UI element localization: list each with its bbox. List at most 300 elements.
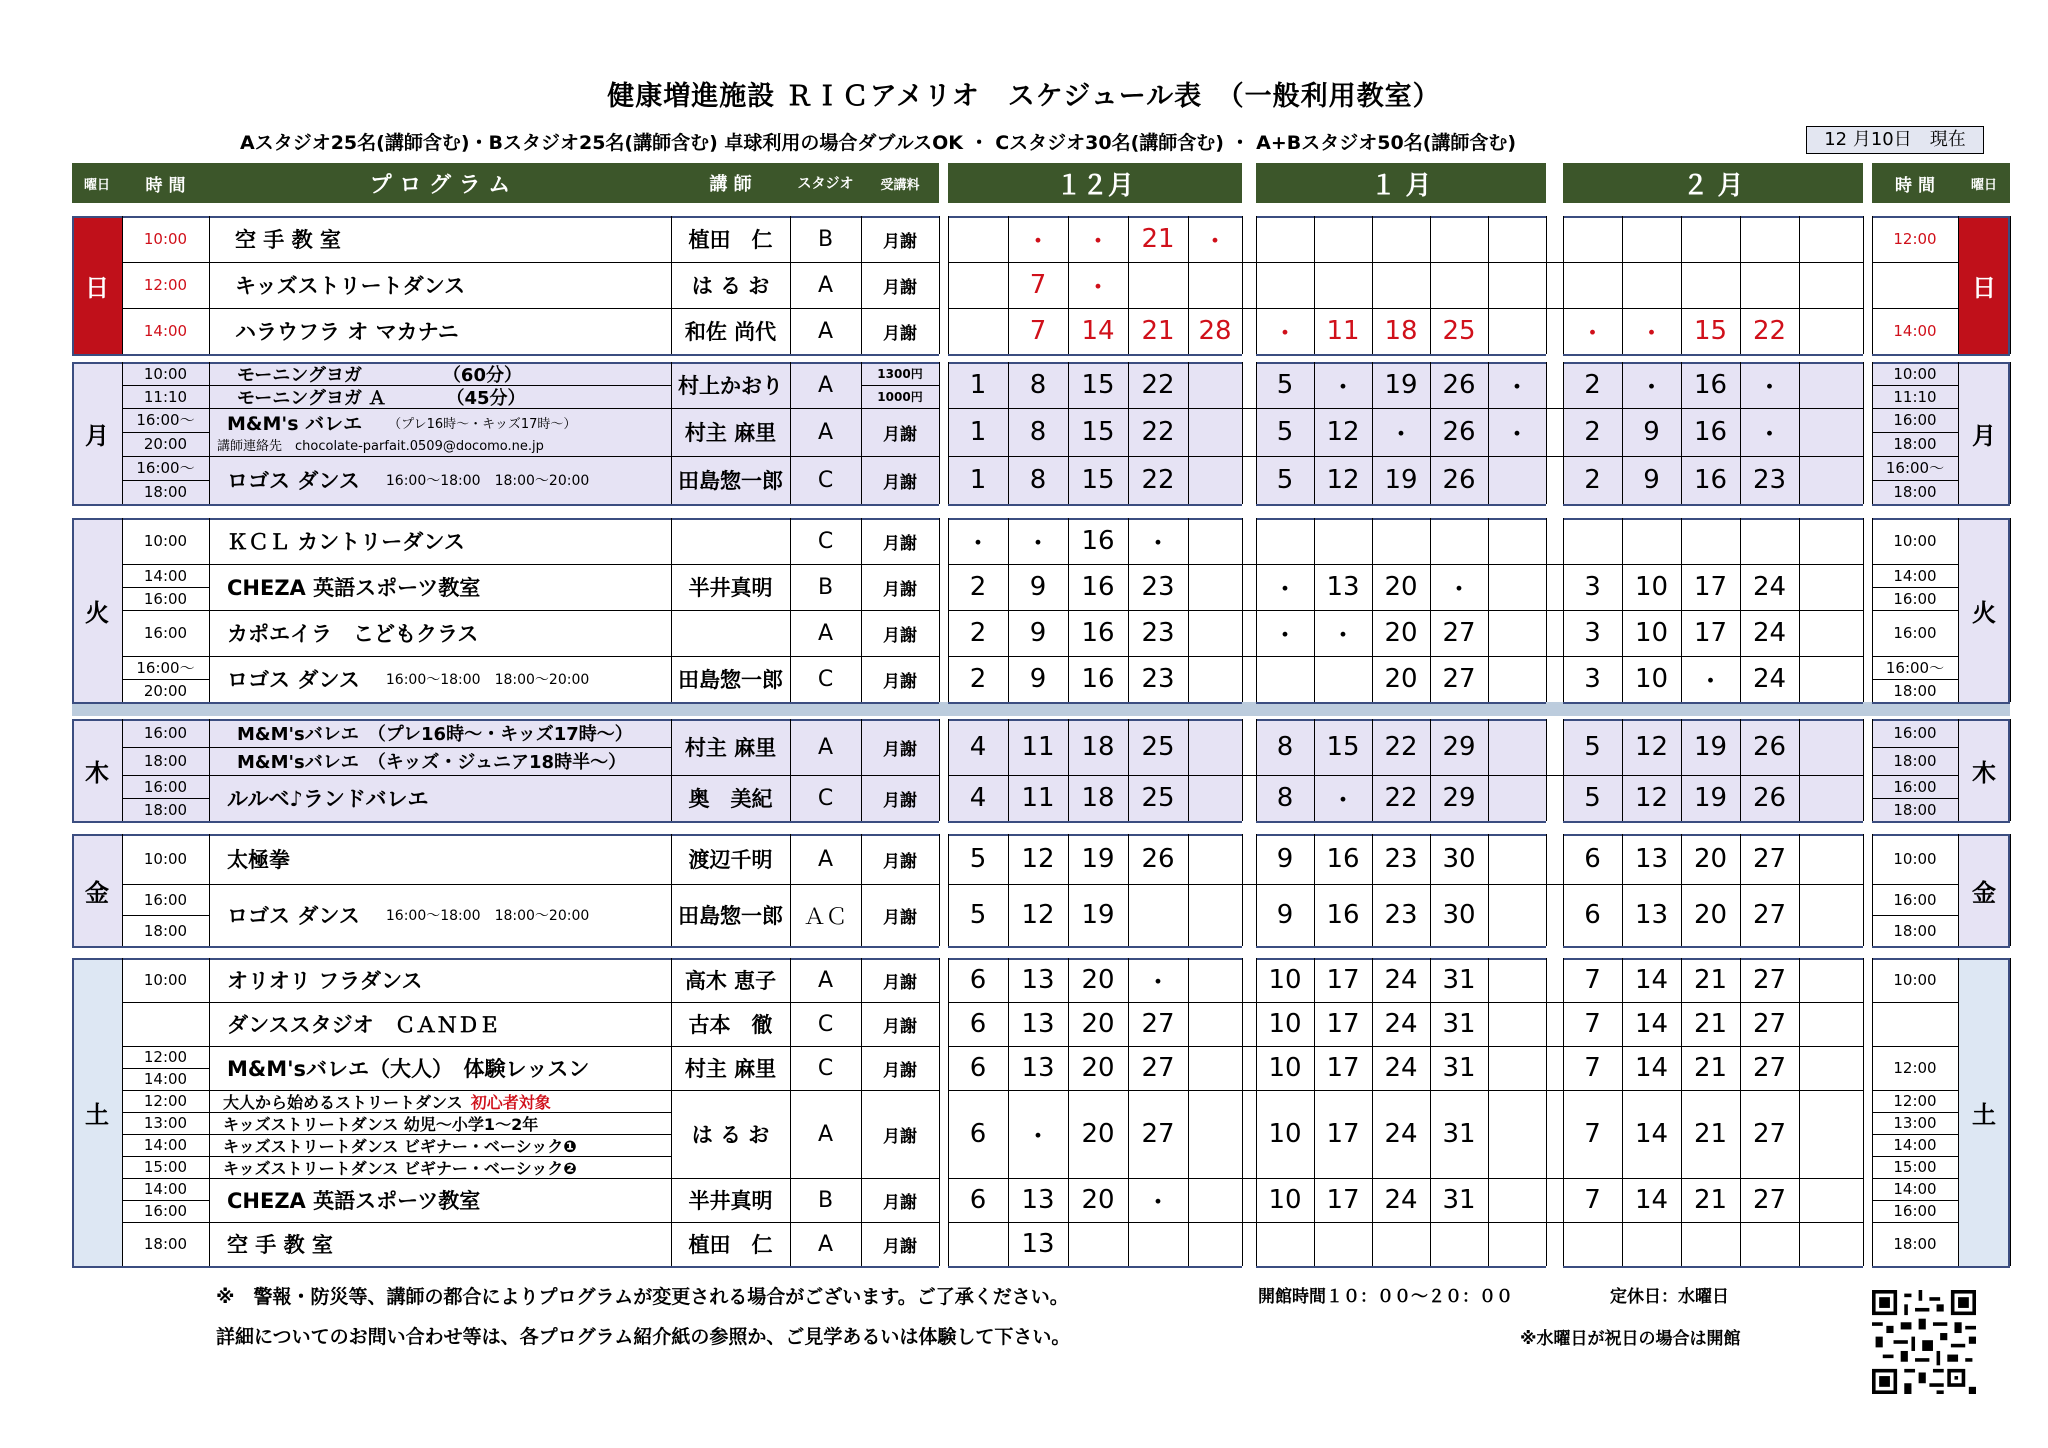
date-cell — [1563, 1222, 1622, 1266]
date-cell — [1799, 834, 1863, 884]
grid-line — [1256, 504, 1546, 506]
date-cell: 31 — [1442, 1009, 1476, 1039]
date-cell — [1128, 262, 1188, 308]
time-cell-right-a: 16:00 — [1893, 890, 1937, 909]
date-cell: 23 — [1141, 618, 1175, 648]
date-cell — [1488, 958, 1546, 1002]
program-name-b: モーニングヨガ Ａ （45分） — [237, 387, 526, 408]
date-cell: 27 — [1752, 844, 1787, 874]
date-cell: 16 — [1693, 465, 1728, 495]
studio-name: A — [817, 272, 834, 298]
instructor-contact: 講師連絡先 chocolate-parfait.0509@docomo.ne.jp — [217, 438, 544, 454]
separator-band — [72, 702, 2010, 716]
date-cell: ・ — [1024, 1121, 1051, 1152]
date-cell: 11 — [1021, 732, 1055, 762]
time-cell-b: 16:00 — [143, 1202, 188, 1220]
date-cell: 27 — [1141, 1053, 1175, 1083]
grid-line — [1872, 915, 1958, 916]
time-cell-right — [1872, 262, 1958, 308]
time-cell-right: 12:00 — [1893, 230, 1937, 248]
date-cell: 3 — [1584, 664, 1601, 694]
grid-line — [2008, 518, 2010, 702]
date-cell: 12 — [1634, 732, 1669, 762]
time-cell-right-a: 16:00 — [1893, 724, 1937, 742]
date-cell: 9 — [1029, 664, 1047, 694]
grid-line — [1863, 719, 1864, 821]
date-cell — [948, 216, 1008, 262]
studio-capacity-note: Aスタジオ25名(講師含む)・Bスタジオ25名(講師含む) 卓球利用の場合ダブルスOK ・ Cスタジオ30名(講師含む) ・ A+Bスタジオ50名(講師含む) — [240, 132, 1517, 154]
grid-line — [939, 958, 940, 1266]
date-cell — [1799, 719, 1863, 775]
date-cell: 22 — [1752, 316, 1787, 346]
header-month-feb: ２ 月 — [1563, 163, 1863, 203]
date-cell: ・ — [1503, 372, 1530, 403]
time-cell-right-b: 18:00 — [1893, 483, 1937, 501]
program-name: 太極拳 — [227, 848, 290, 872]
date-cell: 7 — [1584, 1119, 1601, 1149]
time-cell-right: 10:00 — [1893, 971, 1937, 989]
grid-line — [1872, 480, 1958, 481]
grid-line — [2010, 834, 2011, 946]
date-cell — [1799, 1046, 1863, 1090]
date-cell: 21 — [1693, 965, 1728, 995]
date-cell: 2 — [969, 664, 987, 694]
date-cell: 13 — [1021, 1185, 1055, 1215]
date-cell: 5 — [1276, 417, 1294, 447]
grid-line — [122, 1200, 209, 1201]
program-note: 16:00～18:00 18:00～20:00 — [385, 473, 590, 489]
grid-line — [122, 432, 209, 433]
grid-line — [948, 946, 1242, 948]
program-name: キッズストリートダンス 幼児～小学1～2年 — [223, 1114, 539, 1134]
teacher-name: 和佐 尚代 — [684, 320, 777, 344]
grid-line — [948, 504, 1242, 506]
holiday-note: ※水曜日が祝日の場合は開館 — [1520, 1329, 1741, 1349]
date-cell — [1681, 1222, 1740, 1266]
date-cell — [1372, 216, 1430, 262]
date-cell: 10 — [1634, 618, 1669, 648]
grid-line — [1872, 432, 1958, 433]
grid-line — [1872, 1112, 1958, 1113]
date-cell — [1488, 775, 1546, 821]
date-cell — [1314, 1222, 1372, 1266]
grid-line — [1863, 958, 1864, 1266]
date-cell: 18 — [1081, 783, 1115, 813]
studio-name: C — [817, 1055, 834, 1081]
date-cell — [1488, 1046, 1546, 1090]
grid-line — [209, 747, 671, 748]
time-cell: 15:00 — [143, 1158, 188, 1176]
date-cell: 16 — [1081, 664, 1115, 694]
date-cell: 1 — [969, 417, 987, 447]
date-cell: 15 — [1081, 417, 1115, 447]
date-cell: 21 — [1693, 1119, 1728, 1149]
date-cell: 20 — [1081, 1053, 1115, 1083]
time-cell-right-b: 18:00 — [1893, 435, 1937, 453]
date-cell — [1188, 656, 1242, 702]
fee: 月謝 — [883, 671, 917, 692]
grid-line — [2010, 362, 2011, 504]
date-cell — [1430, 262, 1488, 308]
date-cell: 16 — [1693, 417, 1728, 447]
time-cell-a: 16:00～ — [136, 459, 195, 477]
date-cell: 15 — [1081, 465, 1115, 495]
time-cell-b: 11:10 — [143, 387, 188, 406]
date-cell — [948, 262, 1008, 308]
header-day: 曜日 — [72, 163, 122, 203]
program-name: カポエイラ こどもクラス — [227, 622, 479, 646]
grid-line — [72, 362, 74, 504]
date-cell — [1740, 216, 1799, 262]
program-name: 空 手 教 室 — [235, 228, 341, 252]
date-cell: 6 — [969, 965, 987, 995]
fee: 月謝 — [883, 323, 917, 344]
program-note: （プレ16時～・キッズ17時～） — [388, 416, 577, 432]
date-cell: 16 — [1081, 618, 1115, 648]
date-cell: 9 — [1643, 465, 1660, 495]
date-cell — [1188, 262, 1242, 308]
grid-line — [72, 958, 74, 1266]
studio-name: A — [817, 419, 834, 445]
date-cell: 17 — [1326, 1009, 1360, 1039]
date-cell — [1799, 958, 1863, 1002]
grid-line — [1872, 821, 2010, 823]
date-cell: 6 — [969, 1009, 987, 1039]
teacher-name: は る お — [691, 274, 770, 298]
grid-line — [1958, 719, 1959, 821]
grid-line — [1872, 798, 1958, 799]
date-cell — [1256, 216, 1314, 262]
date-cell: 9 — [1276, 844, 1294, 874]
date-cell — [1622, 262, 1681, 308]
studio-name: A — [817, 1121, 834, 1147]
grid-line — [1256, 354, 1546, 356]
fee: 月謝 — [883, 739, 917, 760]
program-note: 16:00～18:00 18:00～20:00 — [385, 908, 590, 924]
date-cell — [1188, 564, 1242, 610]
fee: 月謝 — [883, 1060, 917, 1081]
date-cell: ・ — [1387, 419, 1414, 450]
date-cell: 22 — [1384, 732, 1418, 762]
fee: 月謝 — [883, 1126, 917, 1147]
date-cell — [1188, 1002, 1242, 1046]
date-cell: ・ — [1329, 372, 1356, 403]
date-cell: 6 — [969, 1053, 987, 1083]
date-cell — [1488, 564, 1546, 610]
date-cell: 8 — [1276, 732, 1294, 762]
program-name: ロゴス ダンス 16:00～18:00 18:00～20:00 — [227, 668, 590, 692]
date-cell — [1799, 656, 1863, 702]
teacher-name — [671, 610, 790, 656]
date-cell: ・ — [1756, 419, 1783, 450]
date-cell — [1799, 456, 1863, 504]
date-cell — [1681, 262, 1740, 308]
time-cell-right: 12:00 — [1893, 1059, 1937, 1077]
date-cell — [1430, 216, 1488, 262]
time-cell-right: 16:00 — [1893, 624, 1937, 642]
date-cell — [1068, 1222, 1128, 1266]
teacher-name: 村主 麻里 — [684, 1057, 777, 1081]
teacher-name: 半井真明 — [688, 576, 773, 600]
date-cell: 27 — [1752, 1185, 1787, 1215]
fee: 月謝 — [883, 231, 917, 252]
date-cell: 14 — [1634, 1053, 1669, 1083]
time-cell: 18:00 — [143, 1235, 188, 1253]
grid-line — [72, 821, 939, 823]
date-cell: 17 — [1326, 1119, 1360, 1149]
date-cell — [1188, 408, 1242, 456]
studio-name: A — [817, 734, 834, 760]
date-cell — [1740, 1222, 1799, 1266]
date-cell: ・ — [1638, 372, 1665, 403]
time-cell: 12:00 — [143, 1092, 188, 1110]
program-name: オリオリ フラダンス — [227, 969, 423, 993]
fee-b: 1000円 — [877, 390, 923, 404]
day-label-left: 土 — [85, 1100, 109, 1129]
grid-line — [1256, 702, 1546, 704]
time-cell-a: 12:00 — [143, 1048, 188, 1066]
day-label-right: 火 — [1972, 598, 1996, 627]
time-cell-right: 10:00 — [1893, 532, 1937, 550]
header-time: 時 間 — [122, 163, 209, 203]
footer-warning: ※ 警報・防災等、講師の都合によりプログラムが変更される場合がございます。ご了承ください。 — [216, 1286, 1069, 1308]
date-cell: ・ — [1144, 1187, 1171, 1218]
grid-line — [1242, 958, 1243, 1266]
date-cell — [1488, 610, 1546, 656]
program-note: 16:00～18:00 18:00～20:00 — [385, 672, 590, 688]
grid-line — [1872, 679, 1958, 680]
date-cell — [1188, 719, 1242, 775]
as-of-date: 12 月10日 現在 — [1806, 126, 1984, 154]
date-cell — [1188, 518, 1242, 564]
date-cell: 11 — [1326, 316, 1360, 346]
time-cell-right-a: 16:00 — [1893, 411, 1937, 429]
date-cell: 12 — [1326, 465, 1360, 495]
opening-hours: 開館時間１０：００～２０：００ — [1258, 1287, 1513, 1307]
program-name: 大人から始めるストリートダンス 初心者対象 — [209, 1090, 671, 1112]
date-cell: 13 — [1021, 1053, 1055, 1083]
time-cell-right-b: 18:00 — [1893, 752, 1937, 770]
time-cell-a: 10:00 — [143, 364, 188, 383]
grid-line — [939, 362, 940, 504]
date-cell — [1563, 216, 1622, 262]
fee: 月謝 — [883, 424, 917, 445]
date-cell: 9 — [1029, 618, 1047, 648]
date-cell: 21 — [1693, 1009, 1728, 1039]
date-cell — [1488, 262, 1546, 308]
date-cell: 16 — [1326, 844, 1360, 874]
date-cell: ・ — [1445, 574, 1472, 605]
grid-line — [1872, 354, 2010, 356]
date-cell — [1188, 1090, 1242, 1178]
date-cell: 26 — [1752, 732, 1787, 762]
date-cell: 5 — [969, 900, 987, 930]
grid-line — [72, 518, 74, 702]
date-cell: 10 — [1634, 572, 1669, 602]
date-cell: 2 — [1584, 370, 1601, 400]
fee: 月謝 — [883, 1192, 917, 1213]
grid-line — [2008, 719, 2010, 821]
date-cell — [1488, 656, 1546, 702]
grid-line — [948, 354, 1242, 356]
date-cell — [1799, 308, 1863, 354]
time-cell-right-b: 16:00 — [1893, 1202, 1937, 1220]
date-cell: 24 — [1384, 1009, 1418, 1039]
teacher-name: 半井真明 — [688, 1189, 773, 1213]
fee: 月謝 — [883, 851, 917, 872]
date-cell — [1799, 262, 1863, 308]
grid-line — [2010, 958, 2011, 1266]
date-cell: 2 — [1584, 417, 1601, 447]
date-cell — [1188, 1178, 1242, 1222]
time-cell-b: 18:00 — [143, 800, 188, 819]
date-cell: 17 — [1326, 965, 1360, 995]
date-cell — [1488, 1178, 1546, 1222]
time-cell-right-b: 18:00 — [1893, 800, 1937, 819]
program-name: M&M'sバレエ（大人） 体験レッスン — [227, 1057, 590, 1081]
date-cell: 21 — [1141, 316, 1175, 346]
date-cell — [1488, 719, 1546, 775]
teacher-name: 村主 麻里 — [684, 421, 777, 445]
date-cell: 27 — [1752, 1009, 1787, 1039]
teacher-name: 高木 恵子 — [684, 969, 777, 993]
date-cell: 17 — [1326, 1053, 1360, 1083]
time-cell-a: 16:00 — [143, 724, 188, 742]
footer-inquiry: 詳細についてのお問い合わせ等は、各プログラム紹介紙の参照か、ご見学あるいは体験して下さい。 — [216, 1326, 1071, 1348]
date-cell: 12 — [1634, 783, 1669, 813]
grid-line — [1872, 587, 1958, 588]
date-cell: 9 — [1029, 572, 1047, 602]
fee: 月謝 — [883, 972, 917, 993]
grid-line — [1863, 834, 1864, 946]
time-cell-a: 16:00 — [143, 777, 188, 796]
time-cell: 10:00 — [143, 230, 188, 248]
grid-line — [1256, 1266, 1546, 1268]
date-cell: 29 — [1442, 783, 1476, 813]
program-name: ルルベ♪ランドバレエ — [227, 787, 429, 811]
date-cell: 20 — [1081, 1185, 1115, 1215]
date-cell: 14 — [1634, 1009, 1669, 1039]
grid-line — [1958, 362, 1959, 504]
time-cell-right-b: 16:00 — [1893, 589, 1937, 608]
date-cell: 18 — [1384, 316, 1418, 346]
time-cell: 10:00 — [143, 532, 188, 550]
date-cell: 16 — [1326, 900, 1360, 930]
date-cell: 1 — [969, 465, 987, 495]
program-name: ハラウフラ オ マカナニ — [235, 320, 459, 344]
date-cell — [1799, 564, 1863, 610]
date-cell: 20 — [1081, 1009, 1115, 1039]
date-cell: 1 — [969, 370, 987, 400]
grid-line — [122, 385, 209, 386]
fee: 月謝 — [883, 472, 917, 493]
grid-line — [1958, 518, 1959, 702]
date-cell — [1799, 1222, 1863, 1266]
date-cell — [1799, 216, 1863, 262]
date-cell: 19 — [1693, 732, 1728, 762]
fee: 月謝 — [883, 625, 917, 646]
date-cell: 26 — [1442, 465, 1476, 495]
date-cell: ・ — [1756, 372, 1783, 403]
date-cell: 7 — [1584, 965, 1601, 995]
grid-line — [939, 834, 940, 946]
date-cell: 13 — [1021, 965, 1055, 995]
date-cell — [1488, 1222, 1546, 1266]
date-cell: 23 — [1384, 844, 1418, 874]
time-cell-right: 12:00 — [1893, 1092, 1937, 1110]
date-cell: 27 — [1752, 1053, 1787, 1083]
date-cell — [1681, 216, 1740, 262]
date-cell: ・ — [1201, 226, 1228, 257]
date-cell: 13 — [1021, 1229, 1055, 1259]
date-cell: 17 — [1326, 1185, 1360, 1215]
date-cell: ・ — [1579, 318, 1606, 349]
date-cell — [1799, 362, 1863, 408]
date-cell: 22 — [1141, 370, 1175, 400]
teacher-name — [671, 518, 790, 564]
grid-line — [72, 719, 74, 821]
date-cell — [1799, 408, 1863, 456]
date-cell: 5 — [1276, 465, 1294, 495]
teacher-name: 植田 仁 — [688, 1233, 773, 1257]
grid-line — [1242, 834, 1243, 946]
date-cell: ・ — [1144, 967, 1171, 998]
day-label-left: 日 — [85, 273, 109, 302]
date-cell: ・ — [1271, 574, 1298, 605]
grid-line — [948, 702, 1242, 704]
time-cell-right: 10:00 — [1893, 850, 1937, 868]
studio-name: A — [817, 967, 834, 993]
date-cell: 14 — [1634, 965, 1669, 995]
grid-line — [1563, 1266, 1863, 1268]
grid-line — [939, 719, 940, 821]
date-cell: 27 — [1752, 1119, 1787, 1149]
date-cell: ・ — [1503, 419, 1530, 450]
date-cell: 23 — [1384, 900, 1418, 930]
teacher-name: 古本 徹 — [688, 1013, 773, 1037]
date-cell: 21 — [1693, 1053, 1728, 1083]
date-cell: 17 — [1693, 572, 1728, 602]
date-cell — [1256, 1222, 1314, 1266]
date-cell: 6 — [969, 1119, 987, 1149]
grid-line — [72, 354, 939, 356]
qr-code[interactable] — [1872, 1290, 1976, 1394]
grid-line — [1863, 518, 1864, 702]
grid-line — [122, 747, 209, 748]
time-cell: 14:00 — [143, 322, 188, 340]
beginner-tag: 初心者対象 — [470, 1092, 551, 1112]
day-label-left: 月 — [85, 421, 109, 450]
grid-line — [72, 504, 939, 506]
date-cell — [1188, 958, 1242, 1002]
date-cell: 20 — [1693, 900, 1728, 930]
date-cell: 2 — [969, 618, 987, 648]
date-cell: 20 — [1081, 965, 1115, 995]
grid-line — [1256, 821, 1546, 823]
time-cell: 14:00 — [143, 1136, 188, 1154]
date-cell: 9 — [1643, 417, 1660, 447]
teacher-name: 田島惣一郎 — [678, 904, 783, 928]
time-cell-a: 16:00 — [143, 890, 188, 909]
header-teacher: 講 師 — [671, 163, 790, 203]
date-cell — [1799, 775, 1863, 821]
fee-a: 1300円 — [877, 367, 923, 381]
date-cell — [1563, 262, 1622, 308]
date-cell: 21 — [1693, 1185, 1728, 1215]
date-cell — [1799, 1178, 1863, 1222]
day-label-left: 火 — [85, 598, 109, 627]
date-cell: 13 — [1634, 900, 1669, 930]
